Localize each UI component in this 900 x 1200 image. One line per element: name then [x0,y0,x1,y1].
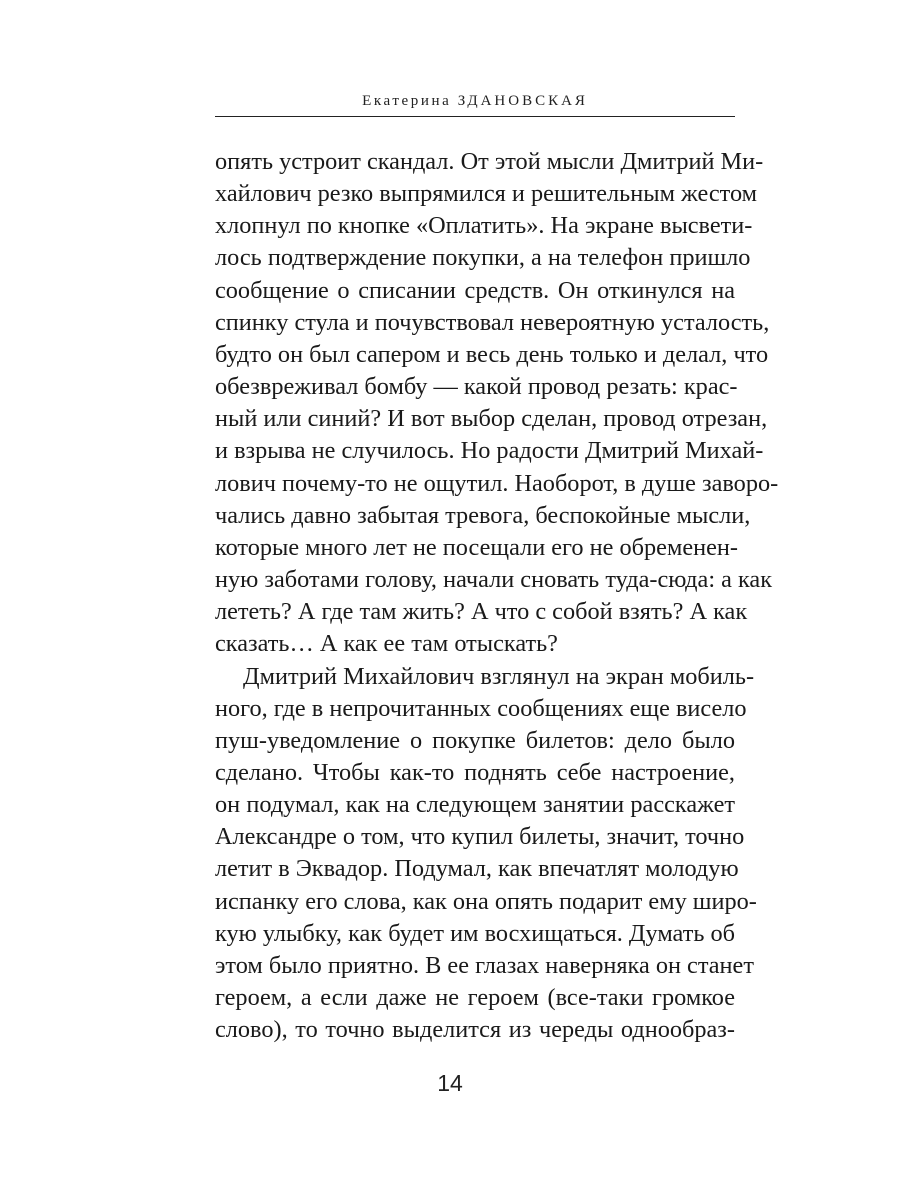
page-number: 14 [437,1070,463,1096]
text-line: этом было приятно. В ее глазах наверняка он станет [215,951,754,979]
text-line: чались давно забытая тревога, беспокойные мысли, [215,501,751,529]
text-line: героем, а если даже не героем (все-таки громкое [215,984,735,1012]
author-last-name: ЗДАНОВСКАЯ [457,93,588,109]
header-rule [215,116,735,117]
text-line: лететь? А где там жить? А что с собой взять? А как [215,598,748,626]
text-line: кую улыбку, как будет им восхищаться. Думать об [215,919,735,947]
running-head [215,93,735,110]
text-line: испанку его слова, как она опять подарит ему широ- [215,887,757,915]
text-line: сказать… А как ее там отыскать? [215,630,558,658]
text-line: сделано. Чтобы как-то поднять себе настроение, [215,758,735,786]
text-line: спинку стула и почувствовал невероятную усталость, [215,308,770,336]
body-text [215,146,779,1046]
text-line: сообщение о списании средств. Он откинулся на [215,276,735,304]
text-line: слово), то точно выделится из череды однообраз- [215,1016,735,1044]
text-line: Александре о том, что купил билеты, значит, точно [215,823,745,851]
text-line: опять устроит скандал. От этой мысли Дмитрий Ми- [215,148,764,175]
text-line: обезвреживал бомбу — какой провод резать: крас- [215,373,738,401]
text-line: пуш-уведомление о покупке билетов: дело было [215,726,735,754]
paragraph-2 [215,661,757,1047]
text-line: будто он был сапером и весь день только и делал, что [215,340,769,368]
text-line: ного, где в непрочитанных сообщениях еще висело [215,694,747,722]
text-line: он подумал, как на следующем занятии расскажет [215,791,735,819]
text-line: ную заботами голову, начали сновать туда-сюда: а как [215,566,773,594]
text-line: лось подтверждение покупки, а на телефон пришло [215,244,751,272]
text-line: Дмитрий Михайлович взглянул на экран мобиль- [243,662,755,690]
text-line: хайлович резко выпрямился и решительным жестом [215,180,758,208]
text-line: ный или синий? И вот выбор сделан, провод отрезан, [215,405,768,433]
text-line: лович почему-то не ощутил. Наоборот, в душе заворо- [215,469,779,497]
author-first-name: Екатерина [362,93,452,109]
text-line: хлопнул по кнопке «Оплатить». На экране высвети- [215,212,753,240]
text-line: которые много лет не посещали его не обременен- [215,533,738,561]
text-line: и взрыва не случилось. Но радости Дмитрий Михай- [215,437,764,465]
text-line: летит в Эквадор. Подумал, как впечатлят молодую [215,855,739,883]
paragraph-1 [215,146,779,661]
